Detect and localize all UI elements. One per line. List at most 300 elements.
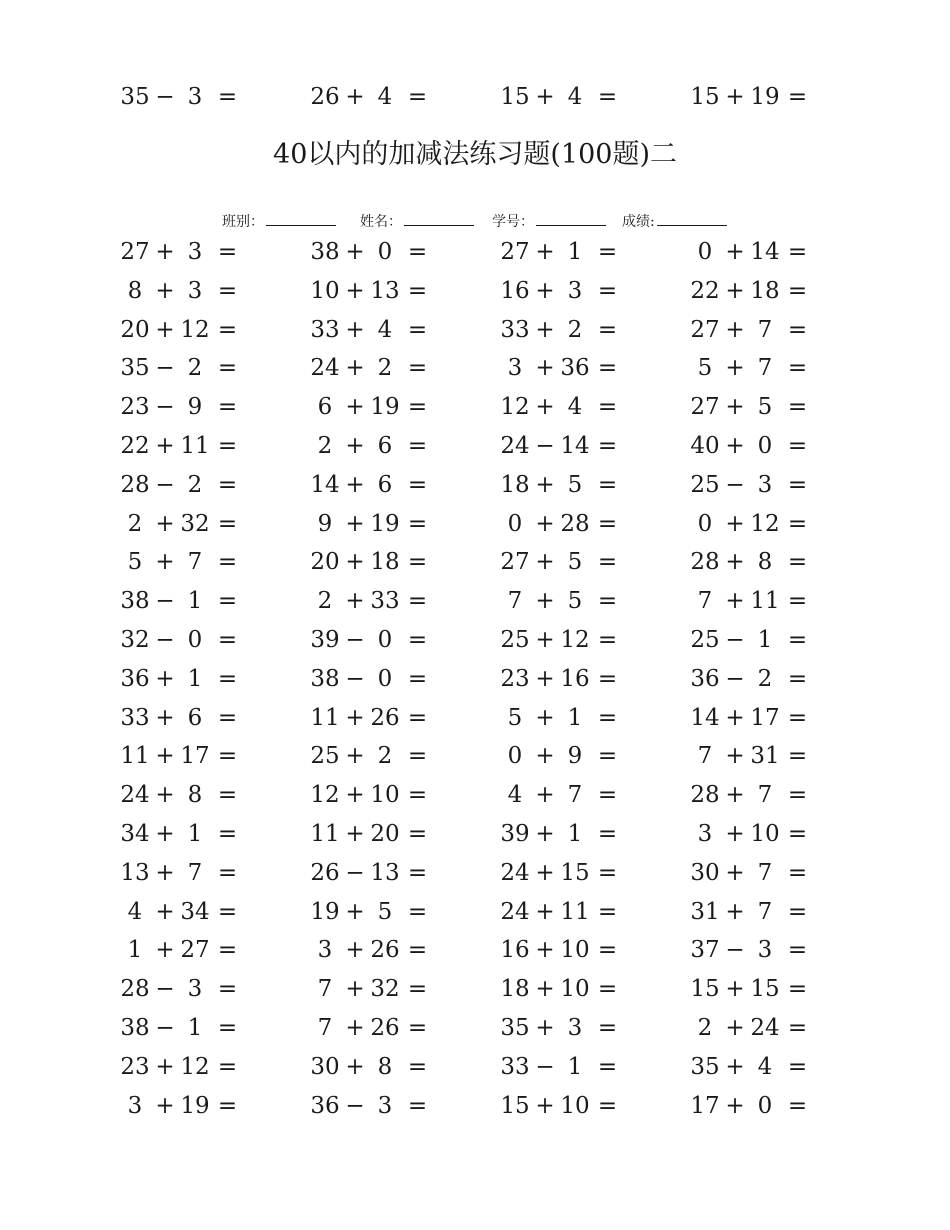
problem-row bbox=[0, 276, 950, 306]
operand-1: 28 bbox=[690, 782, 720, 809]
operand-1: 11 bbox=[310, 704, 340, 731]
operand-1: 24 bbox=[500, 859, 530, 886]
equals-sign: = bbox=[217, 976, 238, 1003]
carryover-problem-row bbox=[0, 82, 950, 112]
operator: + bbox=[725, 821, 745, 847]
operand-2: 18 bbox=[370, 549, 400, 576]
operator: + bbox=[725, 355, 745, 382]
operator: + bbox=[345, 704, 365, 731]
operator: − bbox=[155, 394, 175, 421]
operand-2: 7 bbox=[757, 316, 773, 343]
operator: + bbox=[155, 239, 175, 265]
equals-sign: = bbox=[407, 859, 428, 886]
operator: + bbox=[535, 665, 555, 692]
equals-sign: = bbox=[597, 743, 618, 770]
operator: + bbox=[535, 1092, 555, 1119]
operand-1: 27 bbox=[500, 549, 530, 576]
problem-row bbox=[0, 974, 950, 1004]
operand-1: 18 bbox=[500, 471, 530, 498]
operand-1: 36 bbox=[310, 1092, 340, 1119]
operand-1: 10 bbox=[310, 277, 340, 304]
operand-1: 7 bbox=[317, 976, 333, 1003]
operator: − bbox=[725, 937, 745, 964]
operator: + bbox=[725, 743, 745, 770]
equals-sign: = bbox=[787, 859, 808, 886]
operand-2: 1 bbox=[187, 588, 203, 615]
equals-sign: = bbox=[407, 510, 428, 537]
equals-sign: = bbox=[787, 84, 808, 110]
operand-2: 32 bbox=[180, 510, 210, 537]
operand-1: 15 bbox=[500, 84, 530, 110]
operand-2: 5 bbox=[567, 549, 583, 576]
operand-2: 5 bbox=[377, 898, 393, 925]
operator: + bbox=[535, 743, 555, 770]
operator: + bbox=[725, 510, 745, 537]
equals-sign: = bbox=[787, 316, 808, 343]
operand-2: 26 bbox=[370, 704, 400, 731]
equals-sign: = bbox=[217, 665, 238, 692]
operand-1: 36 bbox=[690, 665, 720, 692]
operator: + bbox=[535, 782, 555, 809]
equals-sign: = bbox=[217, 239, 238, 265]
name-field[interactable] bbox=[360, 210, 474, 234]
operand-2: 2 bbox=[187, 355, 203, 382]
equals-sign: = bbox=[787, 627, 808, 653]
problem-row bbox=[0, 935, 950, 965]
equals-sign: = bbox=[407, 239, 428, 265]
operand-2: 2 bbox=[377, 743, 393, 770]
equals-sign: = bbox=[597, 898, 618, 925]
operand-1: 8 bbox=[127, 277, 143, 304]
operand-2: 18 bbox=[750, 277, 780, 304]
operator: + bbox=[155, 510, 175, 537]
equals-sign: = bbox=[597, 471, 618, 498]
problem-row bbox=[0, 237, 950, 267]
operand-1: 35 bbox=[120, 84, 150, 110]
operand-1: 35 bbox=[690, 1053, 720, 1080]
equals-sign: = bbox=[217, 471, 238, 498]
operand-1: 2 bbox=[127, 510, 143, 537]
operator: − bbox=[345, 859, 365, 886]
operand-1: 30 bbox=[690, 859, 720, 886]
equals-sign: = bbox=[407, 976, 428, 1003]
equals-sign: = bbox=[217, 782, 238, 809]
operator: − bbox=[345, 1092, 365, 1119]
operator: + bbox=[345, 433, 365, 459]
operand-2: 13 bbox=[370, 859, 400, 886]
operand-1: 33 bbox=[500, 316, 530, 343]
operand-2: 10 bbox=[560, 1092, 590, 1119]
equals-sign: = bbox=[787, 1015, 808, 1041]
operand-2: 9 bbox=[187, 394, 203, 421]
operand-2: 12 bbox=[180, 1053, 210, 1080]
equals-sign: = bbox=[597, 821, 618, 847]
operator: − bbox=[155, 976, 175, 1003]
operand-1: 37 bbox=[690, 937, 720, 964]
operator: − bbox=[155, 471, 175, 498]
operator: + bbox=[725, 277, 745, 304]
operand-2: 1 bbox=[567, 1053, 583, 1080]
operand-2: 33 bbox=[370, 588, 400, 615]
operator: − bbox=[725, 665, 745, 692]
operand-2: 7 bbox=[757, 355, 773, 382]
class-label: 班别： bbox=[222, 214, 264, 230]
operator: + bbox=[725, 1092, 745, 1119]
class-field[interactable] bbox=[222, 210, 336, 234]
operand-2: 7 bbox=[187, 859, 203, 886]
operand-2: 5 bbox=[567, 588, 583, 615]
equals-sign: = bbox=[217, 394, 238, 421]
operand-1: 23 bbox=[120, 394, 150, 421]
operand-1: 5 bbox=[127, 549, 143, 576]
operand-1: 15 bbox=[690, 84, 720, 110]
operand-1: 0 bbox=[697, 239, 713, 265]
equals-sign: = bbox=[217, 84, 238, 110]
equals-sign: = bbox=[787, 277, 808, 304]
operand-1: 7 bbox=[507, 588, 523, 615]
equals-sign: = bbox=[597, 316, 618, 343]
operand-1: 20 bbox=[310, 549, 340, 576]
operand-2: 5 bbox=[757, 394, 773, 421]
operand-2: 28 bbox=[560, 510, 590, 537]
equals-sign: = bbox=[217, 704, 238, 731]
equals-sign: = bbox=[787, 549, 808, 576]
problem-row bbox=[0, 586, 950, 616]
equals-sign: = bbox=[407, 1092, 428, 1119]
operand-2: 5 bbox=[567, 471, 583, 498]
equals-sign: = bbox=[787, 588, 808, 615]
operator: + bbox=[345, 394, 365, 421]
operator: + bbox=[155, 937, 175, 964]
operator: + bbox=[155, 665, 175, 692]
equals-sign: = bbox=[787, 976, 808, 1003]
operator: + bbox=[345, 1015, 365, 1041]
operand-2: 3 bbox=[377, 1092, 393, 1119]
equals-sign: = bbox=[787, 1053, 808, 1080]
equals-sign: = bbox=[217, 937, 238, 964]
operand-2: 10 bbox=[370, 782, 400, 809]
equals-sign: = bbox=[217, 627, 238, 653]
equals-sign: = bbox=[217, 1053, 238, 1080]
operand-1: 34 bbox=[120, 821, 150, 847]
equals-sign: = bbox=[217, 588, 238, 615]
operand-2: 26 bbox=[370, 937, 400, 964]
equals-sign: = bbox=[597, 510, 618, 537]
problem-row bbox=[0, 1091, 950, 1121]
operand-2: 3 bbox=[757, 471, 773, 498]
operator: + bbox=[345, 355, 365, 382]
equals-sign: = bbox=[407, 549, 428, 576]
operand-1: 27 bbox=[690, 394, 720, 421]
student-info-line bbox=[0, 210, 950, 234]
equals-sign: = bbox=[217, 1092, 238, 1119]
student-id-label: 学号： bbox=[492, 214, 534, 230]
operand-2: 1 bbox=[567, 239, 583, 265]
operand-1: 24 bbox=[500, 433, 530, 459]
operand-2: 6 bbox=[377, 433, 393, 459]
operand-2: 13 bbox=[370, 277, 400, 304]
operator: + bbox=[725, 316, 745, 343]
problem-row bbox=[0, 315, 950, 345]
operand-1: 32 bbox=[120, 627, 150, 653]
problem-row bbox=[0, 353, 950, 383]
operator: − bbox=[535, 1053, 555, 1080]
operand-2: 3 bbox=[187, 239, 203, 265]
operand-1: 27 bbox=[500, 239, 530, 265]
operand-1: 39 bbox=[500, 821, 530, 847]
operand-2: 4 bbox=[567, 84, 583, 110]
operator: + bbox=[535, 471, 555, 498]
problem-row bbox=[0, 1052, 950, 1082]
operand-2: 14 bbox=[560, 433, 590, 459]
operand-2: 20 bbox=[370, 821, 400, 847]
operand-1: 25 bbox=[310, 743, 340, 770]
operand-1: 22 bbox=[120, 433, 150, 459]
problem-row bbox=[0, 819, 950, 849]
problem-row bbox=[0, 625, 950, 655]
operand-2: 6 bbox=[187, 704, 203, 731]
equals-sign: = bbox=[217, 549, 238, 576]
operand-2: 27 bbox=[180, 937, 210, 964]
problem-row bbox=[0, 664, 950, 694]
operator: + bbox=[725, 898, 745, 925]
equals-sign: = bbox=[597, 859, 618, 886]
operator: + bbox=[725, 1053, 745, 1080]
operator: + bbox=[725, 1015, 745, 1041]
operand-2: 4 bbox=[757, 1053, 773, 1080]
operator: + bbox=[725, 239, 745, 265]
operator: + bbox=[345, 471, 365, 498]
equals-sign: = bbox=[217, 316, 238, 343]
operator: + bbox=[345, 277, 365, 304]
equals-sign: = bbox=[787, 355, 808, 382]
operand-1: 35 bbox=[120, 355, 150, 382]
operand-1: 7 bbox=[697, 743, 713, 770]
operator: + bbox=[345, 588, 365, 615]
operand-2: 0 bbox=[187, 627, 203, 653]
operator: + bbox=[535, 937, 555, 964]
operand-1: 14 bbox=[690, 704, 720, 731]
operand-2: 8 bbox=[377, 1053, 393, 1080]
operand-1: 26 bbox=[310, 859, 340, 886]
operand-1: 15 bbox=[690, 976, 720, 1003]
operand-2: 4 bbox=[377, 316, 393, 343]
equals-sign: = bbox=[407, 898, 428, 925]
operand-2: 34 bbox=[180, 898, 210, 925]
operator: − bbox=[725, 627, 745, 653]
operand-2: 0 bbox=[377, 239, 393, 265]
equals-sign: = bbox=[407, 937, 428, 964]
operand-2: 3 bbox=[757, 937, 773, 964]
operand-1: 14 bbox=[310, 471, 340, 498]
equals-sign: = bbox=[407, 704, 428, 731]
student-id-field[interactable] bbox=[492, 210, 606, 234]
operand-1: 13 bbox=[120, 859, 150, 886]
operand-1: 3 bbox=[697, 821, 713, 847]
operator: − bbox=[155, 84, 175, 110]
equals-sign: = bbox=[407, 355, 428, 382]
operand-1: 26 bbox=[310, 84, 340, 110]
operator: − bbox=[155, 1015, 175, 1041]
operand-1: 33 bbox=[500, 1053, 530, 1080]
operator: − bbox=[155, 355, 175, 382]
equals-sign: = bbox=[597, 1053, 618, 1080]
equals-sign: = bbox=[407, 588, 428, 615]
operand-2: 15 bbox=[560, 859, 590, 886]
equals-sign: = bbox=[407, 433, 428, 459]
operand-2: 7 bbox=[757, 859, 773, 886]
operand-2: 24 bbox=[750, 1015, 780, 1041]
operand-1: 19 bbox=[310, 898, 340, 925]
equals-sign: = bbox=[597, 433, 618, 459]
equals-sign: = bbox=[597, 627, 618, 653]
operator: + bbox=[535, 898, 555, 925]
equals-sign: = bbox=[217, 859, 238, 886]
operand-1: 36 bbox=[120, 665, 150, 692]
operand-2: 0 bbox=[757, 433, 773, 459]
operand-1: 5 bbox=[507, 704, 523, 731]
equals-sign: = bbox=[787, 665, 808, 692]
operator: + bbox=[535, 704, 555, 731]
operand-2: 0 bbox=[377, 665, 393, 692]
operand-1: 7 bbox=[317, 1015, 333, 1041]
operand-1: 2 bbox=[317, 588, 333, 615]
operand-1: 24 bbox=[500, 898, 530, 925]
equals-sign: = bbox=[217, 743, 238, 770]
operand-2: 1 bbox=[187, 821, 203, 847]
problem-row bbox=[0, 741, 950, 771]
equals-sign: = bbox=[597, 782, 618, 809]
operand-1: 25 bbox=[500, 627, 530, 653]
equals-sign: = bbox=[597, 84, 618, 110]
operand-2: 4 bbox=[567, 394, 583, 421]
score-blank[interactable] bbox=[657, 211, 727, 226]
operand-2: 1 bbox=[187, 1015, 203, 1041]
operand-1: 28 bbox=[120, 471, 150, 498]
operator: + bbox=[155, 1092, 175, 1119]
operand-2: 26 bbox=[370, 1015, 400, 1041]
operator: + bbox=[535, 1015, 555, 1041]
equals-sign: = bbox=[787, 471, 808, 498]
operator: + bbox=[535, 859, 555, 886]
operand-2: 2 bbox=[757, 665, 773, 692]
operand-1: 11 bbox=[310, 821, 340, 847]
equals-sign: = bbox=[217, 355, 238, 382]
operator: + bbox=[345, 316, 365, 343]
operator: + bbox=[345, 84, 365, 110]
operator: + bbox=[535, 277, 555, 304]
operand-1: 15 bbox=[500, 1092, 530, 1119]
student-id-blank[interactable] bbox=[536, 211, 606, 226]
operator: + bbox=[155, 743, 175, 770]
operator: + bbox=[535, 84, 555, 110]
operator: − bbox=[725, 471, 745, 498]
problem-row bbox=[0, 392, 950, 422]
equals-sign: = bbox=[787, 743, 808, 770]
class-blank[interactable] bbox=[266, 211, 336, 226]
operand-1: 9 bbox=[317, 510, 333, 537]
score-label: 成绩: bbox=[622, 214, 655, 230]
problem-row bbox=[0, 858, 950, 888]
equals-sign: = bbox=[787, 433, 808, 459]
operator: + bbox=[725, 859, 745, 886]
operand-2: 36 bbox=[560, 355, 590, 382]
equals-sign: = bbox=[407, 1053, 428, 1080]
operand-1: 25 bbox=[690, 471, 720, 498]
operand-2: 1 bbox=[187, 665, 203, 692]
operand-2: 8 bbox=[187, 782, 203, 809]
operator: + bbox=[725, 976, 745, 1003]
operand-1: 39 bbox=[310, 627, 340, 653]
operator: + bbox=[155, 1053, 175, 1080]
operand-2: 12 bbox=[750, 510, 780, 537]
operand-2: 7 bbox=[757, 782, 773, 809]
operator: + bbox=[345, 743, 365, 770]
operator: + bbox=[345, 976, 365, 1003]
operator: + bbox=[535, 549, 555, 576]
operand-1: 20 bbox=[120, 316, 150, 343]
equals-sign: = bbox=[787, 821, 808, 847]
operand-2: 14 bbox=[750, 239, 780, 265]
operator: + bbox=[155, 549, 175, 576]
equals-sign: = bbox=[217, 821, 238, 847]
operand-1: 1 bbox=[127, 937, 143, 964]
operand-1: 18 bbox=[500, 976, 530, 1003]
operator: − bbox=[155, 627, 175, 653]
operator: + bbox=[725, 782, 745, 809]
problem-row bbox=[0, 1013, 950, 1043]
operand-1: 17 bbox=[690, 1092, 720, 1119]
operand-1: 3 bbox=[127, 1092, 143, 1119]
operand-1: 6 bbox=[317, 394, 333, 421]
operand-1: 25 bbox=[690, 627, 720, 653]
operator: + bbox=[725, 394, 745, 421]
operand-2: 11 bbox=[750, 588, 780, 615]
operand-2: 3 bbox=[567, 277, 583, 304]
operand-2: 1 bbox=[757, 627, 773, 653]
equals-sign: = bbox=[787, 510, 808, 537]
operator: + bbox=[725, 84, 745, 110]
operand-2: 10 bbox=[750, 821, 780, 847]
operand-1: 33 bbox=[310, 316, 340, 343]
operand-2: 7 bbox=[757, 898, 773, 925]
equals-sign: = bbox=[407, 316, 428, 343]
operand-2: 3 bbox=[187, 976, 203, 1003]
score-field[interactable] bbox=[622, 210, 727, 234]
operand-2: 12 bbox=[560, 627, 590, 653]
operator: + bbox=[345, 510, 365, 537]
equals-sign: = bbox=[407, 277, 428, 304]
equals-sign: = bbox=[787, 898, 808, 925]
equals-sign: = bbox=[407, 821, 428, 847]
operand-1: 38 bbox=[310, 665, 340, 692]
operand-2: 19 bbox=[750, 84, 780, 110]
equals-sign: = bbox=[407, 743, 428, 770]
operand-1: 0 bbox=[507, 743, 523, 770]
name-blank[interactable] bbox=[404, 211, 474, 226]
equals-sign: = bbox=[407, 471, 428, 498]
problem-row bbox=[0, 703, 950, 733]
operand-1: 4 bbox=[127, 898, 143, 925]
equals-sign: = bbox=[597, 355, 618, 382]
operand-1: 27 bbox=[690, 316, 720, 343]
operand-1: 7 bbox=[697, 588, 713, 615]
operand-1: 28 bbox=[120, 976, 150, 1003]
operator: + bbox=[155, 316, 175, 343]
operator: + bbox=[725, 704, 745, 731]
operand-2: 10 bbox=[560, 937, 590, 964]
operand-2: 17 bbox=[180, 743, 210, 770]
